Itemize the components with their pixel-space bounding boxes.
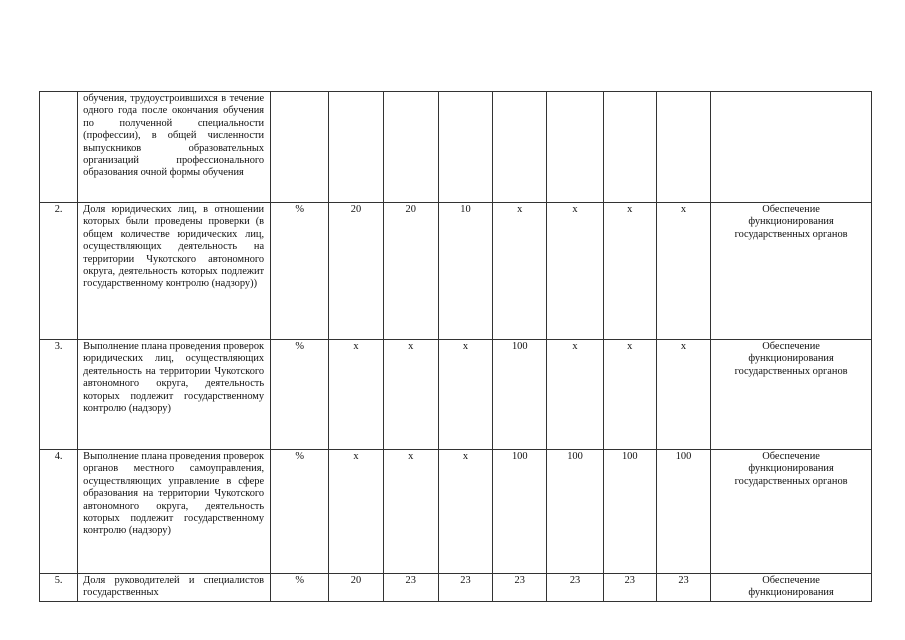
value-cell: 100: [547, 450, 603, 574]
note-cell: Обеспечение функционирования: [711, 574, 872, 602]
value-cell: 23: [438, 574, 492, 602]
value-cell: [383, 92, 438, 203]
value-cell: 20: [329, 203, 383, 340]
value-cell: 100: [656, 450, 710, 574]
unit-cell: %: [271, 574, 329, 602]
row-number: 3.: [40, 340, 78, 450]
indicator-name: Выполнение плана проведения проверок юридических лиц, осуществляющих деятельность на территории Чукотского автономного округа, деятельность которых подлежит государственному контролю (надзору): [78, 340, 271, 450]
indicators-table: [39, 91, 872, 602]
value-cell: 100: [603, 450, 656, 574]
unit-cell: %: [271, 203, 329, 340]
value-cell: 100: [493, 340, 547, 450]
value-cell: [438, 92, 492, 203]
indicator-name: Доля юридических лиц, в отношении которых были проведены проверки (в общем количестве юридических лиц, осуществляющих деятельность на территории Чукотского автономного округа, деятельность которых подлежит государственному контролю (надзору)): [78, 203, 271, 340]
value-cell: 23: [603, 574, 656, 602]
table-row: [40, 340, 872, 450]
value-cell: х: [547, 203, 603, 340]
table-row: [40, 574, 872, 602]
indicator-name: обучения, трудоустроившихся в течение одного года после окончания обучения по полученной специальности (профессии), в общей численности выпускников образовательных организаций профессионального образования очной формы обучения: [78, 92, 271, 203]
note-cell: [711, 92, 872, 203]
value-cell: [493, 92, 547, 203]
value-cell: 20: [383, 203, 438, 340]
row-number: 2.: [40, 203, 78, 340]
value-cell: [603, 92, 656, 203]
value-cell: х: [383, 450, 438, 574]
value-cell: х: [438, 450, 492, 574]
value-cell: х: [493, 203, 547, 340]
value-cell: 23: [493, 574, 547, 602]
indicator-name: Выполнение плана проведения проверок органов местного самоуправления, осуществляющих управление в сфере образования на территории Чукотского автономного округа, деятельность которых подлежит государственному контролю (надзору): [78, 450, 271, 574]
table-row: [40, 203, 872, 340]
value-cell: [656, 92, 710, 203]
value-cell: 23: [547, 574, 603, 602]
value-cell: х: [547, 340, 603, 450]
unit-cell: [271, 92, 329, 203]
indicator-name: Доля руководителей и специалистов государственных: [78, 574, 271, 602]
row-number: 4.: [40, 450, 78, 574]
value-cell: х: [438, 340, 492, 450]
unit-cell: %: [271, 340, 329, 450]
value-cell: 10: [438, 203, 492, 340]
value-cell: 20: [329, 574, 383, 602]
unit-cell: %: [271, 450, 329, 574]
value-cell: х: [329, 450, 383, 574]
note-cell: Обеспечение функционирования государственных органов: [711, 203, 872, 340]
table-row: [40, 92, 872, 203]
value-cell: х: [329, 340, 383, 450]
table-row: [40, 450, 872, 574]
value-cell: х: [603, 203, 656, 340]
value-cell: х: [656, 203, 710, 340]
value-cell: х: [656, 340, 710, 450]
row-number: [40, 92, 78, 203]
value-cell: 23: [656, 574, 710, 602]
note-cell: Обеспечение функционирования государственных органов: [711, 340, 872, 450]
value-cell: [329, 92, 383, 203]
value-cell: 100: [493, 450, 547, 574]
value-cell: х: [383, 340, 438, 450]
value-cell: х: [603, 340, 656, 450]
value-cell: 23: [383, 574, 438, 602]
note-cell: Обеспечение функционирования государственных органов: [711, 450, 872, 574]
value-cell: [547, 92, 603, 203]
row-number: 5.: [40, 574, 78, 602]
